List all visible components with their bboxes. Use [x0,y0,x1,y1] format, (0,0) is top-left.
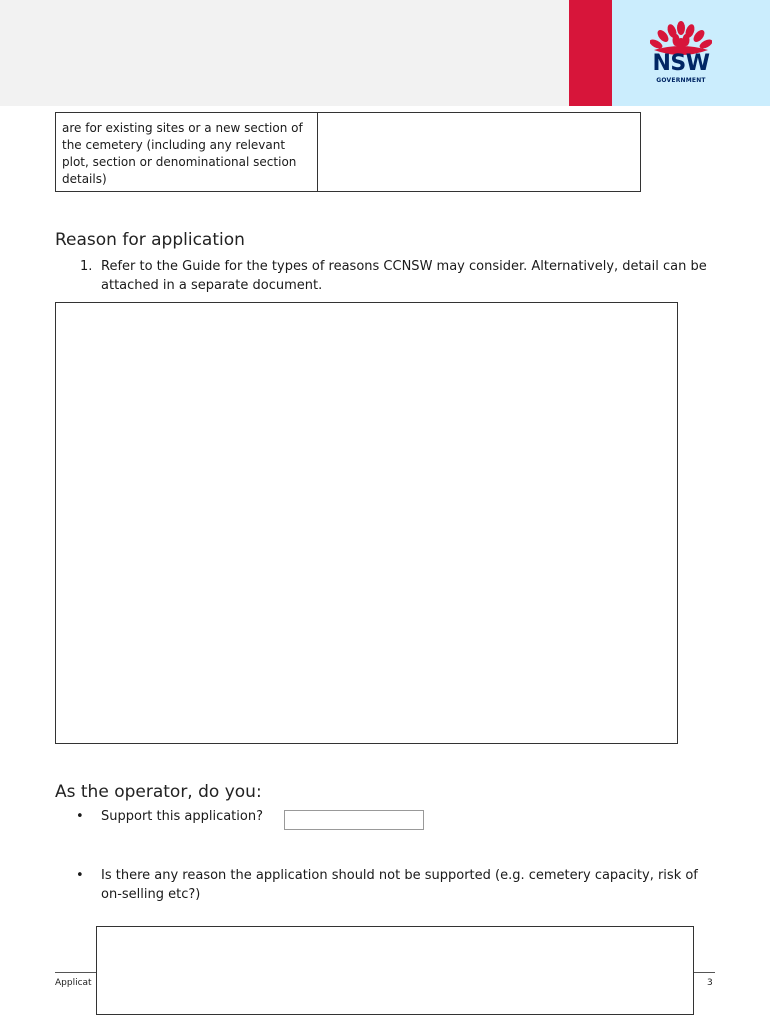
objection-textarea[interactable] [96,926,694,1015]
support-input[interactable] [284,810,424,830]
operator-heading: As the operator, do you: [55,782,262,802]
support-question-text: Support this application? [101,809,263,824]
header-red-strip [569,0,612,106]
site-details-label: are for existing sites or a new section of the cemetery (including any relevant plot, section or denominational section details) [56,113,318,191]
reason-item-text: Refer to the Guide for the types of reasons CCNSW may consider. Alternatively, detail can be attached in a separate document. [101,259,707,293]
objection-question-text: Is there any reason the application should not be supported (e.g. cemetery capacity, risk of on-selling etc?) [101,868,698,902]
objection-question [76,866,721,904]
logo-subtext: GOVERNMENT [656,77,706,84]
site-details-table [55,112,641,192]
bullet-icon: • [76,868,84,883]
reason-heading: Reason for application [55,230,245,250]
bullet-icon: • [76,809,84,824]
reason-textarea[interactable] [55,302,678,744]
site-details-input[interactable] [318,113,640,191]
footer-title: Applicat [55,978,92,988]
page-number: 3 [707,978,713,988]
reason-item-number: 1. [80,259,93,274]
logo-wordmark: NSW [652,51,710,76]
reason-instruction [80,257,720,295]
